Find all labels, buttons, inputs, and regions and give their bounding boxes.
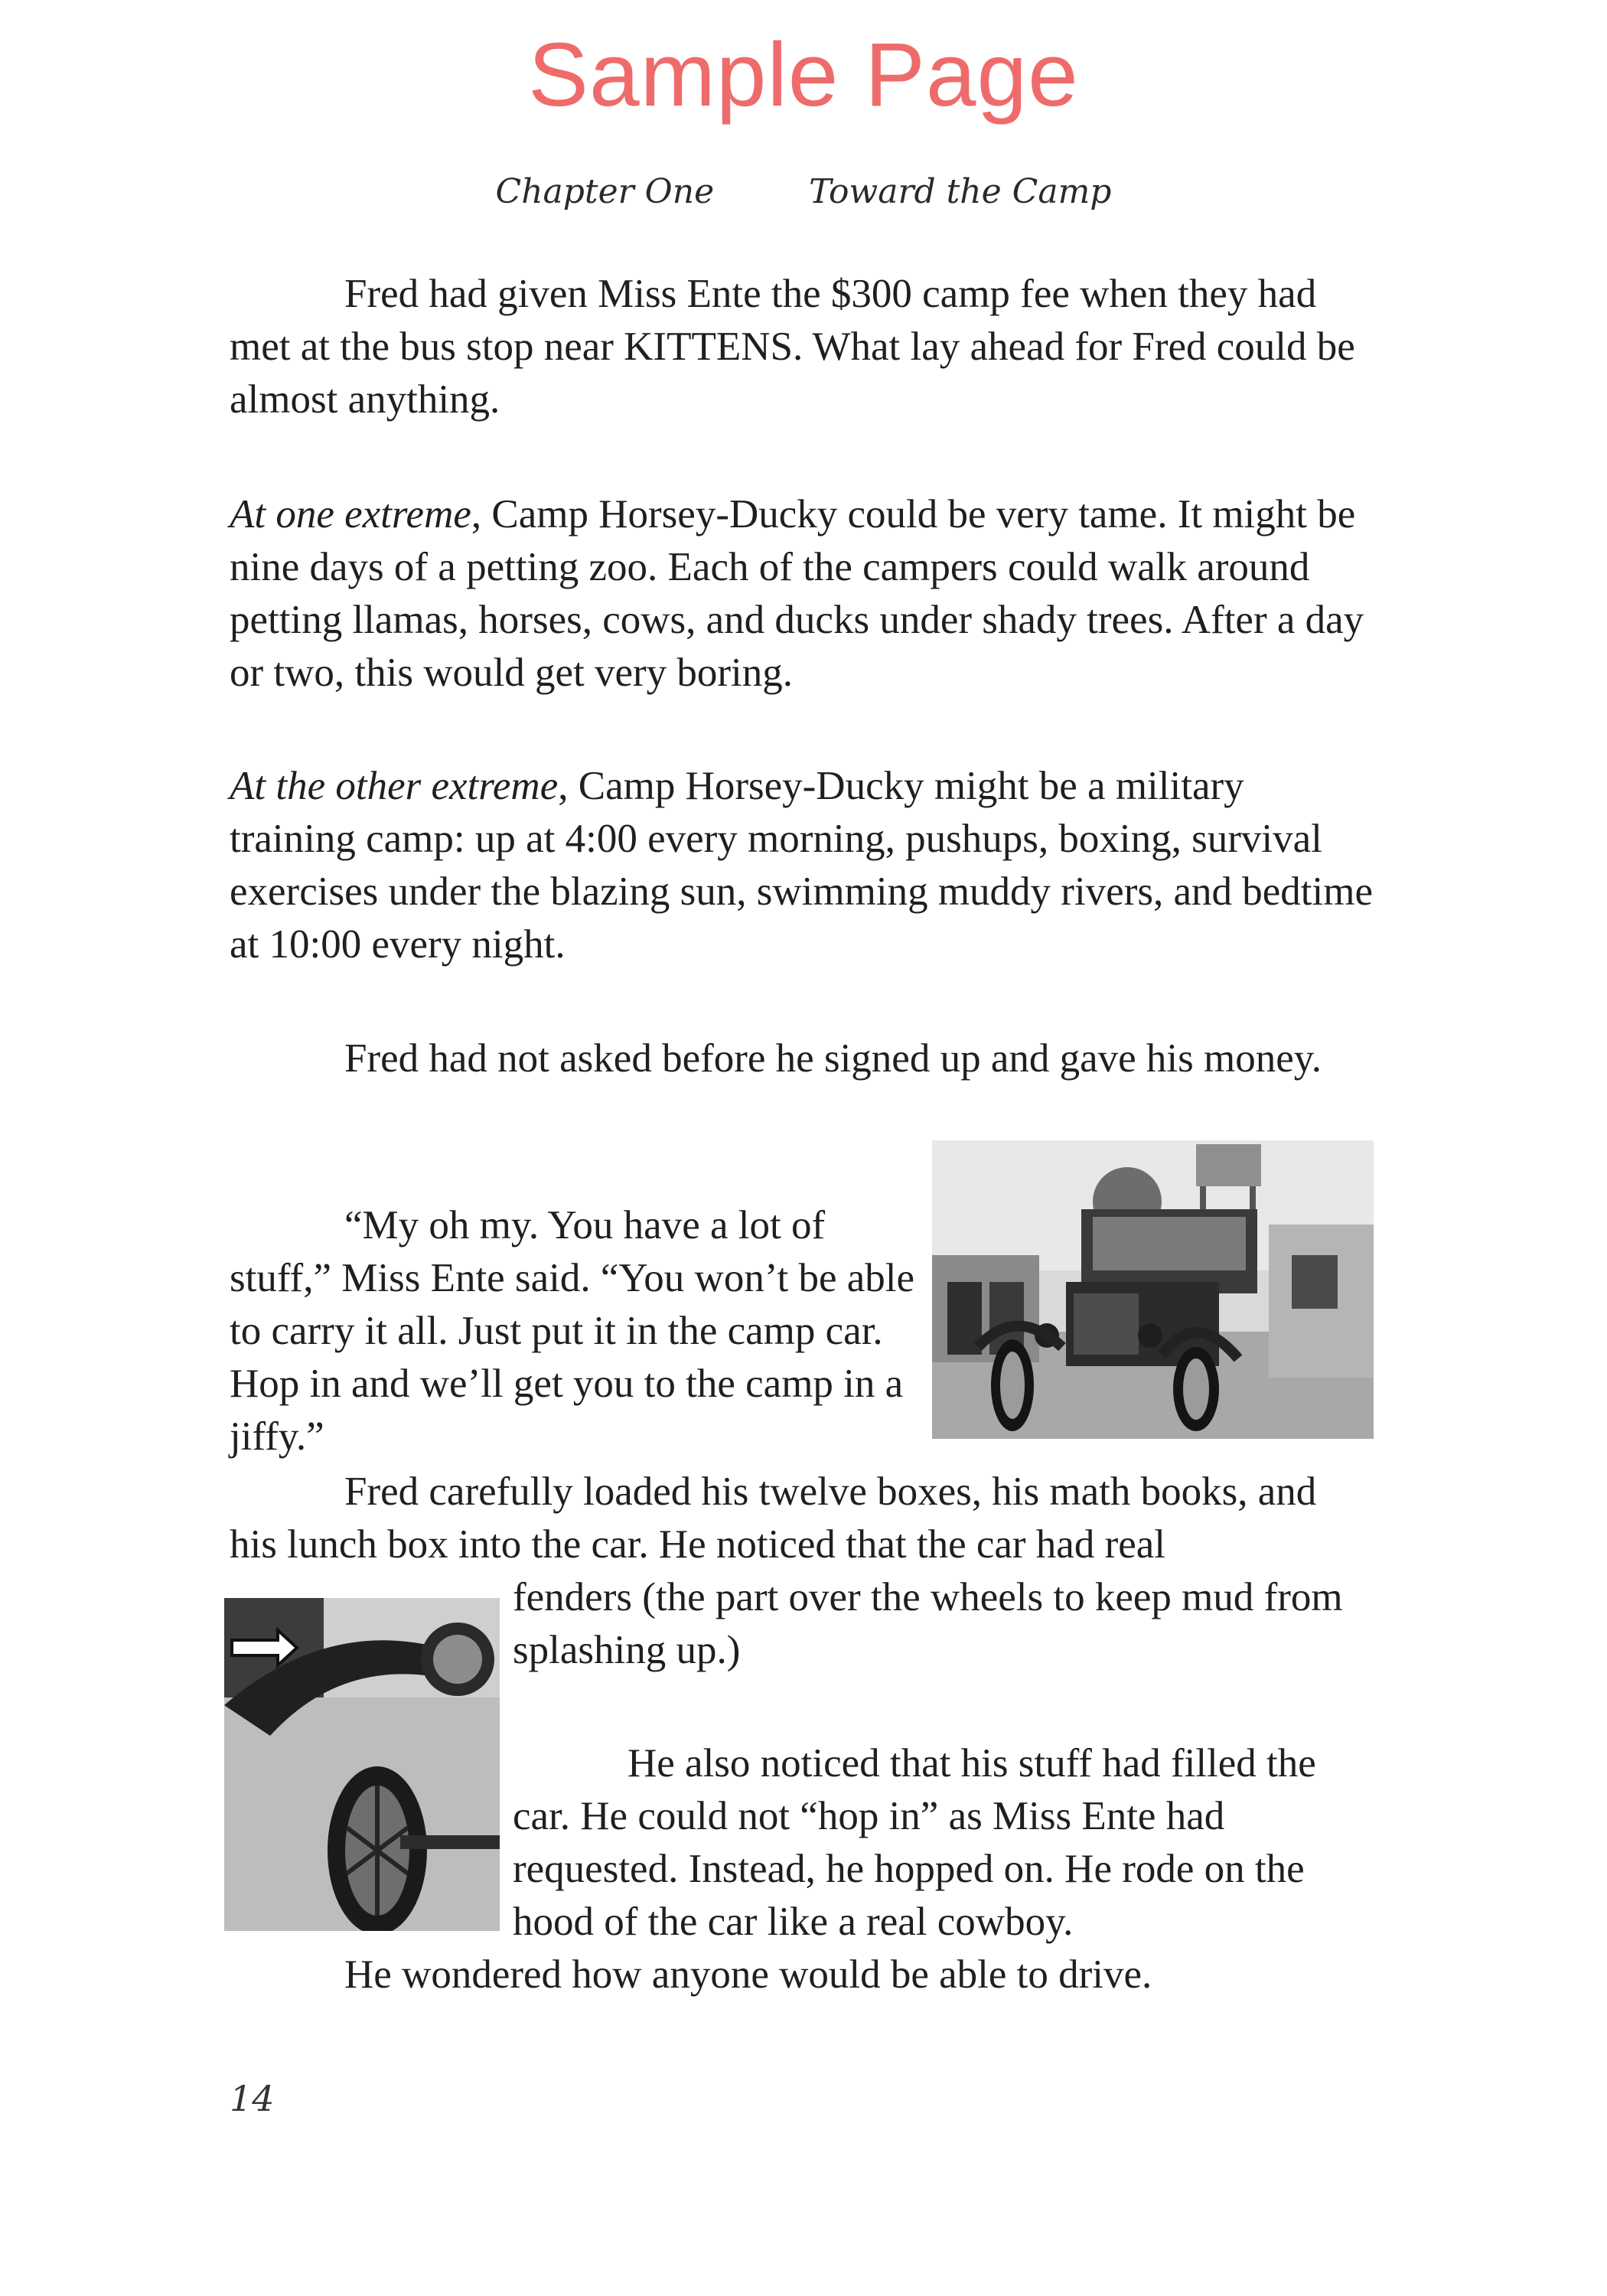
- paragraph-1-block: [230, 268, 1374, 426]
- paragraph-8-block: [513, 1737, 1374, 1949]
- paragraph-3-emphasis: At the other extreme: [230, 764, 559, 808]
- chapter-header: [0, 172, 1607, 211]
- paragraph-1: Fred had given Miss Ente the $300 camp fee when they had met at the bus stop near KITTENS. What lay ahead for Fred could be almost anything.: [230, 272, 1355, 422]
- paragraph-4: Fred had not asked before he signed up and gave his money.: [344, 1036, 1322, 1081]
- paragraph-6: Fred carefully loaded his twelve boxes, his math books, and his lunch box into the car. He noticed that the car had real: [230, 1469, 1317, 1567]
- paragraph-5: “My oh my. You have a lot of stuff,” Miss Ente said. “You won’t be able to carry it all. Just put it in the camp car. Hop in and we’ll get you to the camp in a jiffy.”: [230, 1203, 915, 1459]
- paragraph-3-block: [230, 760, 1374, 971]
- paragraph-9: He wondered how anyone would be able to drive.: [344, 1952, 1152, 1997]
- paragraph-9-block: [230, 1949, 1374, 2001]
- paragraph-2-text: , Camp Horsey-Ducky could be very tame. It might be nine days of a petting zoo. Each of the campers could walk around petting llamas, horses, cows, and ducks under shady trees. After a day or two, this would get very boring.: [230, 492, 1364, 695]
- page-number: 14: [230, 2078, 275, 2119]
- sample-page-watermark: Sample Page: [528, 24, 1079, 126]
- paragraph-6-block: [230, 1466, 1374, 1571]
- paragraph-3: [230, 760, 1374, 971]
- paragraph-5-block: [230, 1199, 918, 1463]
- car-photo: [932, 1140, 1374, 1439]
- paragraph-2-emphasis: At one extreme: [230, 492, 471, 536]
- chapter-title: Toward the Camp: [809, 172, 1112, 211]
- paragraph-8: He also noticed that his stuff had filled the car. He could not “hop in” as Miss Ente had requested. Instead, he hopped on. He rode on the hood of the car like a real cowboy.: [513, 1741, 1316, 1944]
- paragraph-7-block: [513, 1571, 1374, 1677]
- paragraph-3-text: , Camp Horsey-Ducky might be a military training camp: up at 4:00 every morning, pushups, boxing, survival exercises under the blazing sun, swimming muddy rivers, and bedtime at 10:00 every night.: [230, 764, 1373, 967]
- paragraph-2: [230, 488, 1374, 700]
- paragraph-7: fenders (the part over the wheels to keep mud from splashing up.): [513, 1575, 1343, 1672]
- paragraph-2-block: [230, 488, 1374, 700]
- paragraph-4-block: [230, 1032, 1374, 1085]
- chapter-label: Chapter One: [495, 172, 715, 211]
- fender-photo: [224, 1598, 500, 1931]
